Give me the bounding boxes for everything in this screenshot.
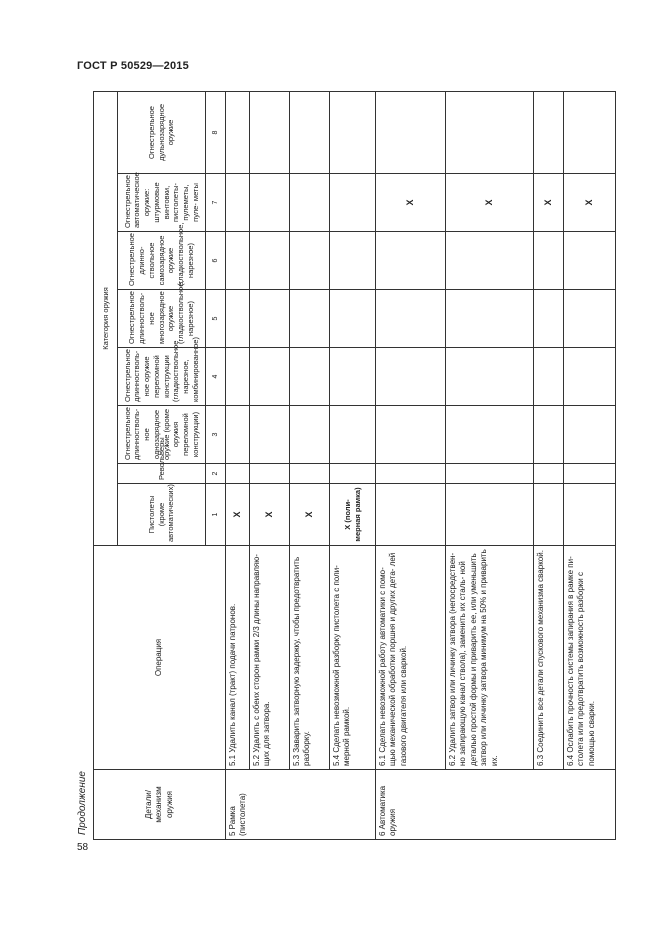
category-name-6: Огнестрельное длинно- ствольное самозарядное оружие (гладкоствольное, нарезное): [118, 232, 206, 290]
category-name-4: Огнестрельное длинностволь- ное оружие переломной конструкции (гладкоствольное нарезное, комбинированное): [118, 348, 206, 406]
mark-cell: [564, 484, 616, 546]
mark-cell: [446, 484, 534, 546]
mark-cell: [534, 406, 564, 464]
mark-cell: X: [290, 484, 330, 546]
mark-cell: [250, 406, 290, 464]
mark-cell: [564, 406, 616, 464]
category-name-5: Огнестрельное длинностволь- ное многозарядное оружие (гладкоствольное, нарезное): [118, 290, 206, 348]
mark-cell: X: [226, 484, 250, 546]
category-name-7: Огнестрельное автоматическое оружие: штурмовые винтовки, пистолеты-пулеметы, пуле- меты: [118, 174, 206, 232]
category-number-7: 7: [206, 174, 226, 232]
mark-cell: [534, 464, 564, 484]
table-row: [534, 91, 564, 839]
continuation-label: Продолжение: [77, 771, 88, 835]
mark-cell: [534, 91, 564, 173]
operation-cell: 6.2 Удалить затвор или личинку затвора (непосредствен- но запирающую канал ствола), заменить их сталь- ной деталью простой формы и приварить ее, или уменьшить затвор или личинку затвора минимум на 50% и приварить их.: [446, 546, 534, 770]
mark-cell: [226, 406, 250, 464]
mark-cell: [226, 348, 250, 406]
mark-cell: [250, 348, 290, 406]
category-number-4: 4: [206, 348, 226, 406]
mark-cell: [446, 406, 534, 464]
operation-cell: 5.3 Заварить затворную задержку, чтобы предотвратить разборку.: [290, 546, 330, 770]
detail-cell: 6 Автоматика оружия: [376, 770, 616, 840]
mark-cell: [376, 91, 446, 173]
mark-cell: [330, 406, 376, 464]
page-number: 58: [77, 842, 89, 853]
operation-cell: 5.4 Сделать невозможной разборку пистолета с поли- мерной рамкой.: [330, 546, 376, 770]
mark-cell: [446, 290, 534, 348]
mark-cell: [290, 290, 330, 348]
category-name-1: Пистолеты (кроме автоматических): [118, 484, 206, 546]
mark-cell: [330, 290, 376, 348]
table-body: [226, 91, 616, 839]
category-number-8: 8: [206, 91, 226, 173]
mark-cell: X: [376, 174, 446, 232]
mark-cell: [376, 406, 446, 464]
mark-cell: [446, 232, 534, 290]
mark-cell: [376, 290, 446, 348]
mark-cell: [376, 348, 446, 406]
mark-cell: [330, 232, 376, 290]
mark-cell: [564, 464, 616, 484]
mark-cell: [564, 290, 616, 348]
mark-cell: [446, 91, 534, 173]
mark-cell: [534, 484, 564, 546]
mark-cell: [250, 464, 290, 484]
operation-cell: 6.3 Соединить все детали спускового механизма сваркой.: [534, 546, 564, 770]
table-row: [226, 91, 250, 839]
mark-cell: [290, 174, 330, 232]
mark-cell: [564, 348, 616, 406]
table-row: [446, 91, 534, 839]
operation-cell: 5.2 Удалить с обеих сторон рамки 2/3 длины направляю- щих для затвора.: [250, 546, 290, 770]
mark-cell: [330, 174, 376, 232]
category-number-6: 6: [206, 232, 226, 290]
mark-cell: [226, 464, 250, 484]
mark-cell: X: [534, 174, 564, 232]
operation-cell: 5.1 Удалить канал (тракт) подачи патронов.: [226, 546, 250, 770]
mark-cell: [226, 91, 250, 173]
mark-cell: [564, 91, 616, 173]
mark-cell: [250, 174, 290, 232]
mark-cell: [446, 348, 534, 406]
mark-cell: [290, 464, 330, 484]
category-number-3: 3: [206, 406, 226, 464]
operation-cell: 6.1 Сделать невозможной работу автоматики с помо- щью механической обработки поршня и других дета- лей газового двигателя или сваркой.: [376, 546, 446, 770]
mark-cell: [330, 348, 376, 406]
document-title: ГОСТ Р 50529—2015: [77, 60, 189, 72]
mark-cell: X: [250, 484, 290, 546]
mark-cell: [376, 484, 446, 546]
mark-cell: [226, 174, 250, 232]
mark-cell: [534, 348, 564, 406]
detail-cell: 5 Рамка (пистолета): [226, 770, 376, 840]
mark-cell: [290, 406, 330, 464]
category-number-2: 2: [206, 464, 226, 484]
mark-cell: [564, 232, 616, 290]
mark-cell: [226, 290, 250, 348]
mark-cell: [290, 91, 330, 173]
mark-cell: [250, 91, 290, 173]
weapon-deactivation-table: [93, 91, 616, 840]
category-name-3: Огнестрельное длинностволь- ное однозарядное оружие (кроме оружия переломной конструкции): [118, 406, 206, 464]
mark-cell: [250, 232, 290, 290]
table-row: [564, 91, 616, 839]
category-name-2: Револьверы: [118, 464, 206, 484]
mark-cell: X: [446, 174, 534, 232]
mark-cell: [250, 290, 290, 348]
header-category: Категория оружия: [94, 91, 118, 545]
rotated-table-wrapper: [93, 92, 612, 840]
mark-cell: [290, 348, 330, 406]
mark-cell: X (поли- мерная рамка): [330, 484, 376, 546]
table-row: [376, 91, 446, 839]
mark-cell: [290, 232, 330, 290]
table-row: [290, 91, 330, 839]
mark-cell: [446, 464, 534, 484]
mark-cell: [330, 91, 376, 173]
mark-cell: [330, 464, 376, 484]
category-name-8: Огнестрельное дульнозарядное оружие: [118, 91, 206, 173]
operation-cell: 6.4 Ослабить прочность системы запирания в рамке пи- столета или предотвратить возможность разборки с помощью сварки.: [564, 546, 616, 770]
mark-cell: [376, 464, 446, 484]
category-number-1: 1: [206, 484, 226, 546]
mark-cell: [376, 232, 446, 290]
category-number-5: 5: [206, 290, 226, 348]
mark-cell: X: [564, 174, 616, 232]
header-details: Детали/ механизм оружия: [94, 770, 226, 840]
mark-cell: [534, 232, 564, 290]
table-row: [250, 91, 290, 839]
header-operation: Операция: [94, 546, 226, 770]
mark-cell: [534, 290, 564, 348]
mark-cell: [226, 232, 250, 290]
table-row: [330, 91, 376, 839]
